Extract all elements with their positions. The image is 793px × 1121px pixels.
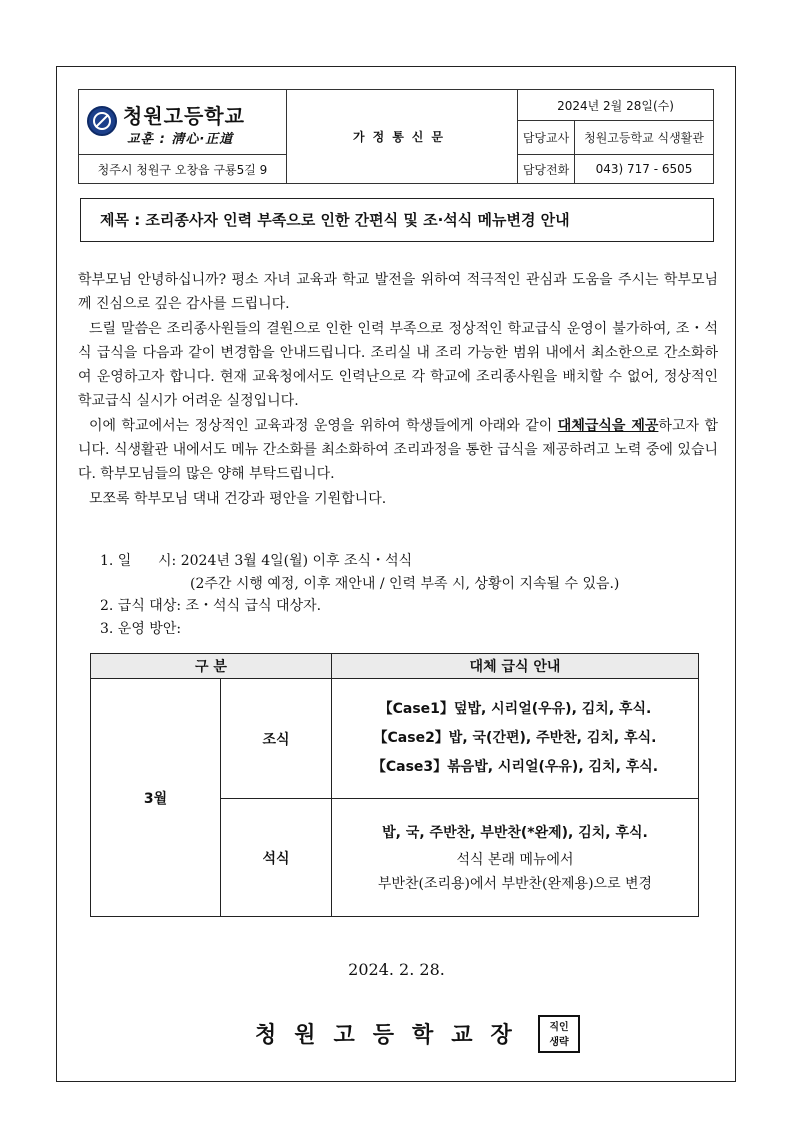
phone-value: 043) 717 - 6505 bbox=[575, 155, 714, 184]
breakfast-menu bbox=[332, 679, 699, 799]
school-name: 청원고등학교 bbox=[123, 104, 245, 128]
menu-table bbox=[90, 653, 699, 917]
breakfast-case3: 【Case3】볶음밥, 시리얼(우유), 김치, 후식. bbox=[371, 759, 659, 775]
info-items bbox=[100, 550, 619, 640]
breakfast-label: 조식 bbox=[221, 679, 332, 799]
teacher-label: 담당교사 bbox=[518, 121, 575, 155]
header-guide: 대체 급식 안내 bbox=[332, 654, 699, 679]
stamp-line-1: 직인 bbox=[549, 1022, 569, 1033]
issue-date: 2024년 2월 28일(수) bbox=[518, 90, 714, 121]
subject-line: 제목 : 조리종사자 인력 부족으로 인한 간편식 및 조·석식 메뉴변경 안내 bbox=[80, 198, 714, 242]
breakfast-case1: 【Case1】덮밥, 시리얼(우유), 김치, 후식. bbox=[378, 701, 652, 717]
breakfast-case2: 【Case2】밥, 국(간편), 주반찬, 김치, 후식. bbox=[373, 730, 657, 746]
dinner-note-1: 석식 본래 메뉴에서 bbox=[456, 852, 574, 868]
school-address: 청주시 청원구 오창읍 구룡5길 9 bbox=[79, 155, 287, 184]
dinner-menu bbox=[332, 799, 699, 917]
school-motto: 교훈 : 淸心·正道 bbox=[127, 132, 234, 147]
item-target: 2. 급식 대상: 조・석식 급식 대상자. bbox=[100, 598, 322, 614]
month-cell: 3월 bbox=[91, 679, 221, 917]
item-schedule: 1. 일 시: 2024년 3월 4일(월) 이후 조식・석식 bbox=[100, 553, 413, 569]
plan-text-start: 이에 학교에서는 정상적인 교육과정 운영을 위하여 학생들에게 아래와 같이 bbox=[89, 417, 558, 434]
paragraph-closing: 모쪼록 학부모님 댁내 건강과 평안을 기원합니다. bbox=[89, 490, 387, 507]
letter-body bbox=[78, 268, 718, 511]
paragraph-greeting: 학부모님 안녕하십니까? 평소 자녀 교육과 학교 발전을 위하여 적극적인 관심과 도움을 주시는 학부모님께 진심으로 깊은 감사를 드립니다. bbox=[78, 272, 718, 313]
seal-stamp bbox=[538, 1015, 580, 1053]
plan-text-end: 하고자 합니다. 식생활관 내에서도 메뉴 간소화를 최소화하여 조리과정을 통한 급식을 제공하려고 노력 중에 있습니다. 학부모님들의 많은 양해 부탁드립니다. bbox=[78, 417, 719, 483]
stamp-line-2: 생략 bbox=[549, 1037, 569, 1048]
school-seal-icon bbox=[87, 106, 117, 136]
paragraph-situation: 드릴 말씀은 조리종사원들의 결원으로 인한 인력 부족으로 정상적인 학교급식 운영이 불가하여, 조・석식 급식을 다음과 같이 변경함을 안내드립니다. 조리실 내 조리 가능한 범위 내에서 최소한으로 간소화하여 운영하고자 합니다. 현재 교육청에서도 인력난으로 각 학교에 조리종사원을 배치할 수 없어, 정상적인 학교급식 실시가 어려운 실정입니다. bbox=[78, 320, 718, 410]
dinner-main: 밥, 국, 주반찬, 부반찬(*완제), 김치, 후식. bbox=[382, 825, 648, 841]
paragraph-plan bbox=[78, 414, 718, 487]
principal-signature: 청원고등학교장 bbox=[255, 1023, 530, 1048]
item-method: 3. 운영 방안: bbox=[100, 620, 182, 637]
document-title: 가정통신문 bbox=[287, 90, 518, 184]
school-logo-block bbox=[79, 90, 287, 155]
dinner-label: 석식 bbox=[221, 799, 332, 917]
plan-emphasis: 대체급식을 제공 bbox=[557, 417, 659, 434]
dinner-note-2: 부반찬(조리용)에서 부반찬(완제용)으로 변경 bbox=[377, 876, 653, 892]
item-schedule-note: (2주간 시행 예정, 이후 재안내 / 인력 부족 시, 상황이 지속될 수 있음.) bbox=[190, 575, 620, 592]
footer-date: 2024. 2. 28. bbox=[348, 960, 445, 979]
header-category: 구 분 bbox=[91, 654, 332, 679]
teacher-value: 청원고등학교 식생활관 bbox=[575, 121, 714, 155]
phone-label: 담당전화 bbox=[518, 155, 575, 184]
letter-header bbox=[78, 89, 714, 184]
